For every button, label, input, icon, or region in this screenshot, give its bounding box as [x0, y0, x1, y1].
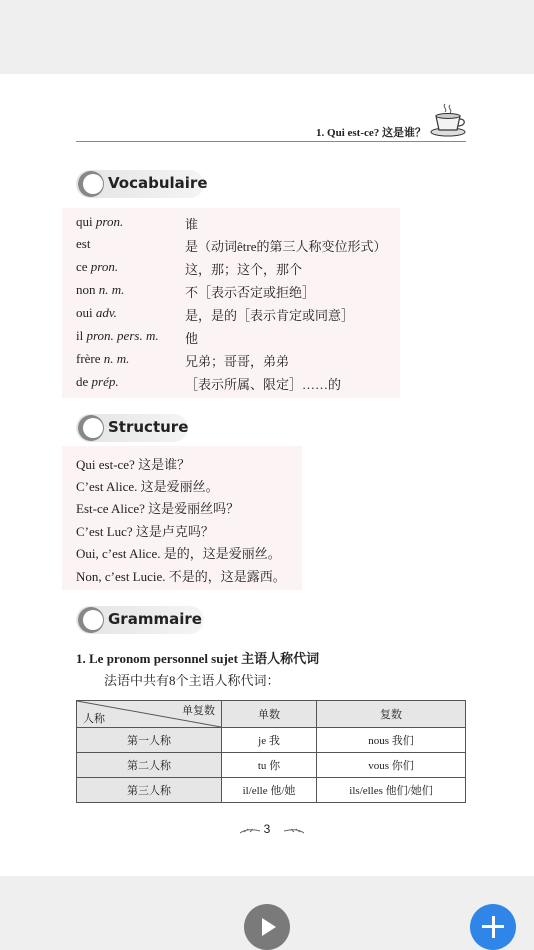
corner-bottom-label: 人称: [83, 713, 105, 725]
table-cell: il/elle 他/她: [222, 778, 317, 803]
list-item: C’est Luc? 这是卢克吗？: [76, 524, 214, 539]
section-title: Vocabulaire: [108, 174, 208, 192]
column-header: 复数: [317, 701, 466, 728]
ornament-right-icon: [284, 828, 304, 834]
table-row: [77, 728, 466, 753]
page-number: 3: [263, 822, 271, 836]
list-item: oui adv. 是，是的［表示肯定或同意］: [76, 305, 355, 323]
row-header: 第三人称: [77, 778, 222, 803]
list-item: Est-ce Alice? 这是爱丽丝吗？: [76, 501, 240, 516]
section-badge-icon: [78, 415, 104, 441]
coffee-cup-icon: [430, 102, 466, 138]
list-item: Oui, c’est Alice. 是的，这是爱丽丝。: [76, 546, 281, 561]
table-header-row: [77, 701, 466, 728]
bottom-toolbar: [0, 876, 534, 950]
add-button[interactable]: [470, 904, 516, 950]
grammar-intro: 法语中共有8个主语人称代词：: [104, 673, 280, 688]
table-cell: vous 你们: [317, 753, 466, 778]
list-item: il pron. pers. m. 他: [76, 328, 199, 346]
section-badge-icon: [78, 607, 104, 633]
corner-top-label: 单复数: [182, 705, 215, 717]
pronoun-table: [76, 700, 466, 803]
list-item: ce pron. 这，那；这个，那个: [76, 259, 303, 277]
list-item: qui pron. 谁: [76, 214, 199, 232]
table-cell: nous 我们: [317, 728, 466, 753]
list-item: Qui est-ce? 这是谁？: [76, 457, 191, 472]
table-cell: je 我: [222, 728, 317, 753]
table-row: [77, 778, 466, 803]
book-page: [0, 74, 534, 876]
list-item: non n. m. 不［表示否定或拒绝］: [76, 282, 316, 300]
top-toolbar: [0, 0, 534, 74]
section-badge-icon: [78, 171, 104, 197]
section-title: Structure: [108, 418, 189, 436]
table-row: [77, 753, 466, 778]
running-head-title: 1. Qui est-ce? 这是谁？: [316, 127, 426, 139]
list-item: de prép. ［表示所属、限定］……的: [76, 374, 342, 392]
table-cell: ils/elles 他们/她们: [317, 778, 466, 803]
table-corner-cell: [77, 701, 222, 728]
row-header: 第一人称: [77, 728, 222, 753]
table-cell: tu 你: [222, 753, 317, 778]
list-item: est 是（动词être的第三人称变位形式）: [76, 236, 387, 254]
row-header: 第二人称: [77, 753, 222, 778]
list-item: C’est Alice. 这是爱丽丝。: [76, 479, 219, 494]
running-head: [76, 116, 466, 142]
section-title: Grammaire: [108, 610, 202, 628]
column-header: 单数: [222, 701, 317, 728]
play-button[interactable]: [244, 904, 290, 950]
grammar-heading: 1. Le pronom personnel sujet 主语人称代词: [76, 651, 320, 666]
list-item: frère n. m. 兄弟；哥哥，弟弟: [76, 351, 290, 369]
list-item: Non, c’est Lucie. 不是的，这是露西。: [76, 569, 286, 584]
